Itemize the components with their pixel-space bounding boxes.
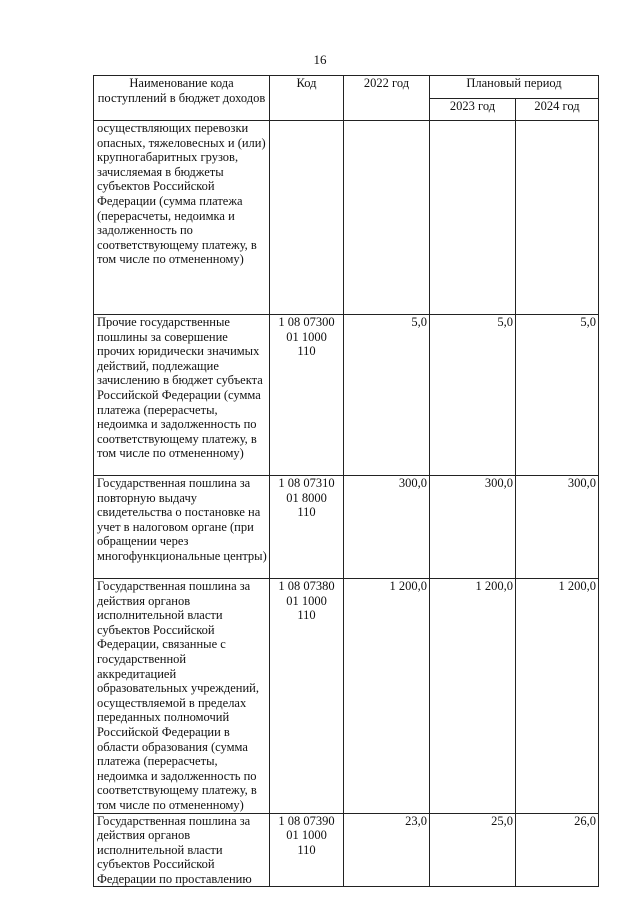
row-2022	[344, 121, 430, 315]
row-2022: 1 200,0	[344, 579, 430, 814]
page-number: 16	[313, 52, 327, 67]
revenue-table	[93, 75, 599, 887]
table-row	[94, 476, 599, 579]
row-name: осуществляющих перевозки опасных, тяжеловесных и (или) крупногабаритных грузов, зачисляемая в бюджеты субъектов Российской Федерации (сумма платежа (перерасчеты, недоимка и задолженность по соответствующему платежу, в том числе по отмененному)	[94, 121, 270, 315]
header-year-2023: 2023 год	[430, 98, 516, 121]
header-year-2022: 2022 год	[344, 76, 430, 121]
row-2022: 23,0	[344, 813, 430, 887]
table-row	[94, 315, 599, 476]
row-2023: 1 200,0	[430, 579, 516, 814]
row-2024	[516, 121, 599, 315]
header-code: Код	[270, 76, 344, 121]
table-row	[94, 579, 599, 814]
row-2022: 5,0	[344, 315, 430, 476]
header-year-2024: 2024 год	[516, 98, 599, 121]
row-2024: 300,0	[516, 476, 599, 579]
row-name: Прочие государственные пошлины за совершение прочих юридически значимых действий, подлежащие зачислению в бюджет субъекта Российской Федерации (сумма платежа (перерасчеты, недоимка и задолженность по соответствующему платежу, в том числе по отмененному)	[94, 315, 270, 476]
row-code	[270, 121, 344, 315]
row-name: Государственная пошлина за действия органов исполнительной власти субъектов Российской Федерации, связанные с государственной аккредитацией образовательных учреждений, осуществляемой в пределах переданных полномочий Российской Федерации в области образования (сумма платежа (перерасчеты, недоимка и задолженность по соответствующему платежу, в том числе по отмененному)	[94, 579, 270, 814]
table-row	[94, 121, 599, 315]
row-code: 1 08 07300 01 1000 110	[270, 315, 344, 476]
row-code: 1 08 07390 01 1000 110	[270, 813, 344, 887]
header-name: Наименование кода поступлений в бюджет доходов	[94, 76, 270, 121]
row-name: Государственная пошлина за действия органов исполнительной власти субъектов Российской Федерации по проставлению	[94, 813, 270, 887]
row-2024: 5,0	[516, 315, 599, 476]
row-2023: 25,0	[430, 813, 516, 887]
row-name: Государственная пошлина за повторную выдачу свидетельства о постановке на учет в налоговом органе (при обращении через многофункциональные центры)	[94, 476, 270, 579]
row-2023	[430, 121, 516, 315]
row-2023: 300,0	[430, 476, 516, 579]
row-code: 1 08 07380 01 1000 110	[270, 579, 344, 814]
header-planned-period: Плановый период	[430, 76, 599, 99]
row-2024: 1 200,0	[516, 579, 599, 814]
row-code: 1 08 07310 01 8000 110	[270, 476, 344, 579]
row-2022: 300,0	[344, 476, 430, 579]
row-2023: 5,0	[430, 315, 516, 476]
table-row	[94, 813, 599, 887]
table-header	[94, 76, 599, 121]
row-2024: 26,0	[516, 813, 599, 887]
